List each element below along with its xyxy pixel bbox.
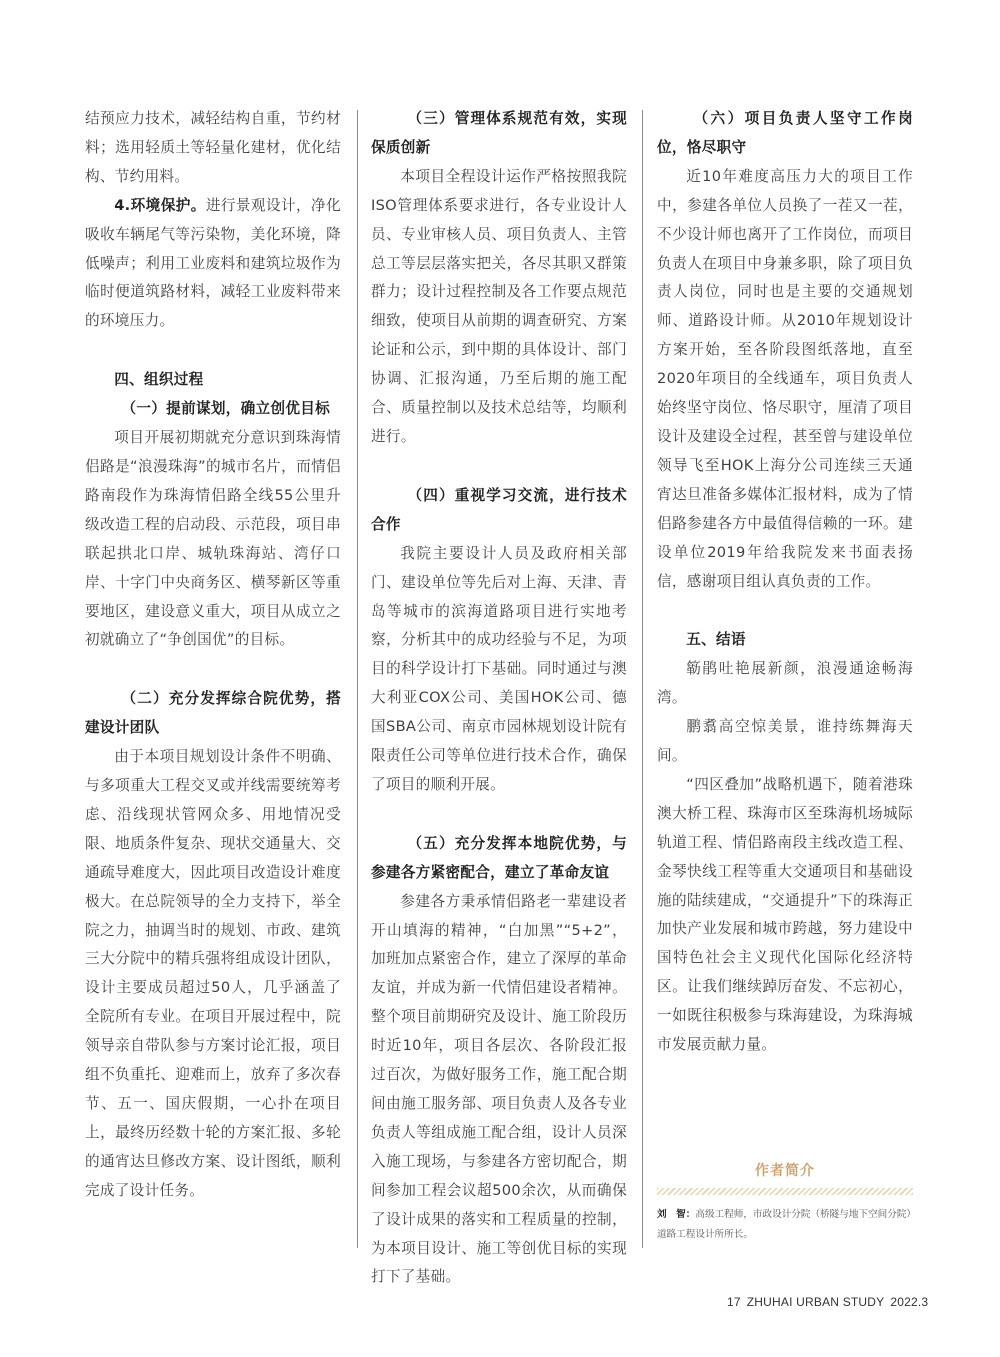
spacer (657, 596, 913, 626)
paragraph-environment-protection (85, 192, 341, 337)
paragraph-subsection-1: 项目开展初期就充分意识到珠海情侣路是“浪漫珠海”的城市名片，而情侣路南段作为珠海情侣路全线55公里升级改造工程的启动段、示范段，项目串联起拱北口岸、城轨珠海站、湾仔口岸、十字门中央商务区、横琴新区等重要地区，建设意义重大，项目从成立之初就确立了“争创国优”的目标。 (85, 429, 341, 649)
page-number: 17 (727, 1295, 741, 1309)
paragraph-subsection-2: 由于本项目规划设计条件不明确、与多项重大工程交叉或并线需要统筹考虑、沿线现状管网众多、用地情况受限、地质条件复杂、现状交通量大、交通疏导难度大，因此项目改造设计难度极大。在总院领导的全力支持下，举全院之力，抽调当时的规划、市政、建筑三大分院中的精兵强将组成设计团队，设计主要成员超过50人，几乎涵盖了全院所有专业。在项目开展过程中，院领导亲自带队参与方案讨论汇报，项目组不负重托、迎难而上，放弃了多次春节、五一、国庆假期，一心扑在项目上，最终历经数十轮的方案汇报、多轮的通宵达旦修改方案、设计图纸，顺利完成了设计任务。 (85, 748, 341, 1199)
paragraph-conclusion: “四区叠加”战略机遇下，随着港珠澳大桥工程、珠海市区至珠海机场城际轨道工程、情侣路南段主线改造工程、金琴快线工程等重大交通项目和基础设施的陆续建成，“交通提升”下的珠海正加快产业发展和城市跨越，努力建设中国特色社会主义现代化国际化经济特区。让我们继续踔厉奋发、不忘初心，一如既往积极参与珠海建设，为珠海城市发展贡献力量。 (657, 775, 913, 1054)
subsection-heading-2: （二）充分发挥综合院优势，搭建设计团队 (85, 690, 341, 737)
poem-line-1: 簕鹃吐艳展新颜，浪漫通途畅海湾。 (657, 660, 913, 707)
author-bio-text (657, 1205, 913, 1245)
author-name: 刘 智： (657, 1209, 696, 1220)
spacer (85, 655, 341, 685)
author-description: 高级工程师，市政设计分院（桥隧与地下空间分院）道路工程设计所所长。 (657, 1209, 912, 1240)
paragraph-subsection-4: 我院主要设计人员及政府相关部门、建设单位等先后对上海、天津、青岛等城市的滨海道路项目进行实地考察，分析其中的成功经验与不足，为项目的科学设计打下基础。同时通过与澳大利亚COX公司、美国HOK公司、德国SBA公司、南京市园林规划设计院有限责任公司等单位进行技术合作，确保了项目的顺利开展。 (371, 544, 627, 793)
section-heading-organization-process: 四、组织过程 (114, 371, 204, 389)
decorative-stripe (657, 1188, 913, 1195)
column-left (85, 105, 341, 1206)
subsection-heading-6: （六）项目负责人坚守工作岗位，恪尽职守 (657, 110, 913, 156)
column-divider-left (357, 110, 358, 1248)
section-heading-conclusion: 五、结语 (686, 631, 746, 649)
paragraph-subsection-5: 参建各方秉承情侣路老一辈建设者开山填海的精神，“白加黑”“5+2”，加班加点紧密合作，建立了深厚的革命友谊，并成为新一代情侣建设者精神。整个项目前期研究及设计、施工阶段历时近10年，项目各层次、各阶段汇报过百次，为做好服务工作，施工配合期间由施工服务部、项目负责人及各专业负责人等组成施工配合组，设计人员深入施工现场，与参建各方密切配合，期间参加工程会议超500余次，从而确保了设计成果的落实和工程质量的控制，为本项目设计、施工等创优目标的实现打下了基础。 (371, 892, 627, 1286)
paragraph-subsection-3: 本项目全程设计运作严格按照我院ISO管理体系要求进行，各专业设计人员、专业审核人员、项目负责人、主管总工等层层落实把关，各尽其职又群策群力；设计过程控制及各工作要点规范细致，使项目从前期的调查研究、方案论证和公示，到中期的具体设计、部门协调、汇报沟通，乃至后期的施工配合、质量控制以及技术总结等，均顺利进行。 (371, 167, 627, 445)
author-bio-title: 作者简介 (755, 1163, 815, 1179)
spacer (371, 800, 627, 830)
author-bio (657, 1160, 913, 1245)
subsection-heading-5: （五）充分发挥本地院优势，与参建各方紧密配合，建立了革命友谊 (371, 834, 627, 881)
subsection-heading-1: （一）提前谋划，确立创优目标 (121, 400, 331, 418)
issue-number: 2022.3 (890, 1295, 929, 1309)
column-right (657, 105, 913, 1060)
spacer (85, 336, 341, 366)
column-divider-right (642, 110, 643, 1248)
environment-protection-lead: 4.环境保护。 (114, 196, 206, 214)
subsection-heading-3: （三）管理体系规范有效，实现保质创新 (371, 110, 627, 156)
page-footer (727, 1295, 928, 1309)
poem-line-2: 鹏翥高空惊美景，谁持练舞海天间。 (657, 718, 913, 765)
journal-name: ZHUHAI URBAN STUDY (746, 1295, 885, 1309)
environment-protection-body: 进行景观设计，净化吸收车辆尾气等污染物，美化环境，降低噪声；利用工业废料和建筑垃圾作为临时便道筑路材料，减轻工业废料带来的环境压力。 (85, 196, 341, 330)
spacer (371, 452, 627, 482)
column-middle (371, 105, 627, 1292)
subsection-heading-4: （四）重视学习交流，进行技术合作 (371, 486, 627, 533)
paragraph-subsection-6: 近10年难度高压力大的项目工作中，参建各单位人员换了一茬又一茬，不少设计师也离开了工作岗位，而项目负责人在项目中身兼多职，除了项目负责人岗位，同时也是主要的交通规划师、道路设计师。从2010年规划设计方案开始，至各阶段图纸落地，直至2020年项目的全线通车，项目负责人始终坚守岗位、恪尽职守，厘清了项目设计及建设全过程，甚至曾与建设单位领导飞至HOK上海分公司连续三天通宵达旦准备多媒体汇报材料，成为了情侣路参建各方中最值得信赖的一环。建设单位2019年给我院发来书面表扬信，感谢项目组认真负责的工作。 (657, 167, 913, 590)
paragraph-structure-lightweight: 结预应力技术，减轻结构自重，节约材料；选用轻质土等轻量化建材，优化结构、节约用料。 (85, 110, 341, 185)
